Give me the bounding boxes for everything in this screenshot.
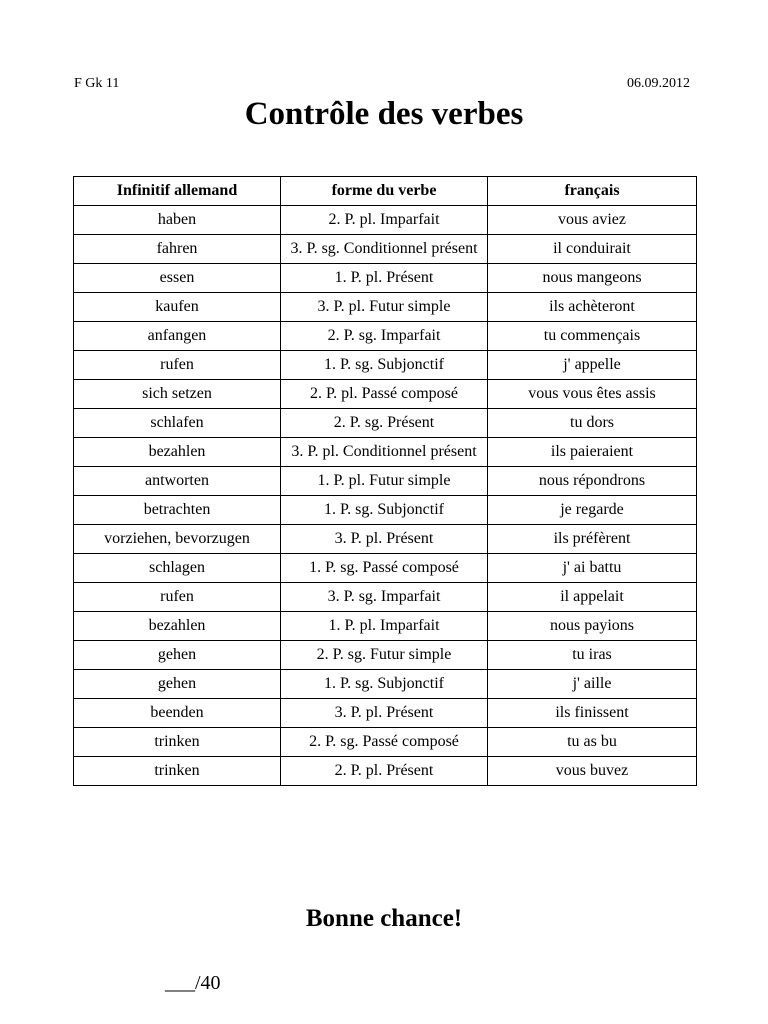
table-cell: 1. P. sg. Subjonctif <box>281 496 488 525</box>
table-cell: trinken <box>74 757 281 786</box>
score-line: ___/40 <box>165 972 221 994</box>
table-cell: 1. P. pl. Présent <box>281 264 488 293</box>
table-cell: 3. P. pl. Présent <box>281 699 488 728</box>
table-cell: haben <box>74 206 281 235</box>
table-cell: ils préfèrent <box>488 525 697 554</box>
table-row <box>74 728 697 757</box>
table-cell: tu commençais <box>488 322 697 351</box>
table-row <box>74 322 697 351</box>
table-cell: 3. P. pl. Présent <box>281 525 488 554</box>
table-cell: 2. P. sg. Passé composé <box>281 728 488 757</box>
table-cell: vous vous êtes assis <box>488 380 697 409</box>
table-cell: tu dors <box>488 409 697 438</box>
table-cell: betrachten <box>74 496 281 525</box>
table-row <box>74 467 697 496</box>
table-cell: beenden <box>74 699 281 728</box>
table-cell: trinken <box>74 728 281 757</box>
table-header-row <box>74 177 697 206</box>
table-cell: j' aille <box>488 670 697 699</box>
page-title: Contrôle des verbes <box>244 96 524 132</box>
table-cell: schlafen <box>74 409 281 438</box>
table-cell: ils achèteront <box>488 293 697 322</box>
column-header-french: français <box>488 177 697 206</box>
table-cell: sich setzen <box>74 380 281 409</box>
table-cell: ils paieraient <box>488 438 697 467</box>
table-cell: essen <box>74 264 281 293</box>
table-cell: schlagen <box>74 554 281 583</box>
table-row <box>74 525 697 554</box>
exam-date: 06.09.2012 <box>627 76 690 91</box>
table-cell: vous buvez <box>488 757 697 786</box>
column-header-verb-form: forme du verbe <box>281 177 488 206</box>
table-cell: 3. P. pl. Futur simple <box>281 293 488 322</box>
table-cell: gehen <box>74 641 281 670</box>
table-cell: bezahlen <box>74 612 281 641</box>
table-cell: rufen <box>74 351 281 380</box>
table-cell: 2. P. pl. Passé composé <box>281 380 488 409</box>
table-row <box>74 699 697 728</box>
closing-message: Bonne chance! <box>305 905 463 932</box>
table-cell: 3. P. pl. Conditionnel présent <box>281 438 488 467</box>
table-cell: 2. P. sg. Présent <box>281 409 488 438</box>
table-cell: j' appelle <box>488 351 697 380</box>
table-cell: nous payions <box>488 612 697 641</box>
table-cell: 1. P. sg. Subjonctif <box>281 351 488 380</box>
table-cell: il conduirait <box>488 235 697 264</box>
table-cell: j' ai battu <box>488 554 697 583</box>
table-cell: tu as bu <box>488 728 697 757</box>
table-cell: tu iras <box>488 641 697 670</box>
table-cell: kaufen <box>74 293 281 322</box>
table-row <box>74 554 697 583</box>
table-row <box>74 264 697 293</box>
table-cell: 1. P. pl. Imparfait <box>281 612 488 641</box>
table-cell: je regarde <box>488 496 697 525</box>
verb-table <box>73 176 697 786</box>
table-cell: nous mangeons <box>488 264 697 293</box>
table-row <box>74 496 697 525</box>
table-cell: nous répondrons <box>488 467 697 496</box>
table-cell: ils finissent <box>488 699 697 728</box>
table-cell: antworten <box>74 467 281 496</box>
class-code: F Gk 11 <box>74 76 120 91</box>
table-cell: bezahlen <box>74 438 281 467</box>
table-cell: 2. P. sg. Futur simple <box>281 641 488 670</box>
table-cell: 3. P. sg. Imparfait <box>281 583 488 612</box>
table-cell: 2. P. pl. Imparfait <box>281 206 488 235</box>
table-row <box>74 641 697 670</box>
table-row <box>74 206 697 235</box>
table-cell: gehen <box>74 670 281 699</box>
table-row <box>74 438 697 467</box>
table-row <box>74 351 697 380</box>
table-row <box>74 612 697 641</box>
table-cell: 1. P. sg. Passé composé <box>281 554 488 583</box>
table-cell: fahren <box>74 235 281 264</box>
table-row <box>74 380 697 409</box>
table-row <box>74 583 697 612</box>
table-row <box>74 670 697 699</box>
table-row <box>74 409 697 438</box>
table-cell: rufen <box>74 583 281 612</box>
table-cell: vous aviez <box>488 206 697 235</box>
table-cell: 1. P. sg. Subjonctif <box>281 670 488 699</box>
table-cell: 2. P. sg. Imparfait <box>281 322 488 351</box>
table-row <box>74 235 697 264</box>
column-header-infinitive: Infinitif allemand <box>74 177 281 206</box>
table-cell: 1. P. pl. Futur simple <box>281 467 488 496</box>
table-row <box>74 757 697 786</box>
table-cell: il appelait <box>488 583 697 612</box>
table-cell: 3. P. sg. Conditionnel présent <box>281 235 488 264</box>
table-row <box>74 293 697 322</box>
table-cell: anfangen <box>74 322 281 351</box>
table-cell: 2. P. pl. Présent <box>281 757 488 786</box>
table-cell: vorziehen, bevorzugen <box>74 525 281 554</box>
